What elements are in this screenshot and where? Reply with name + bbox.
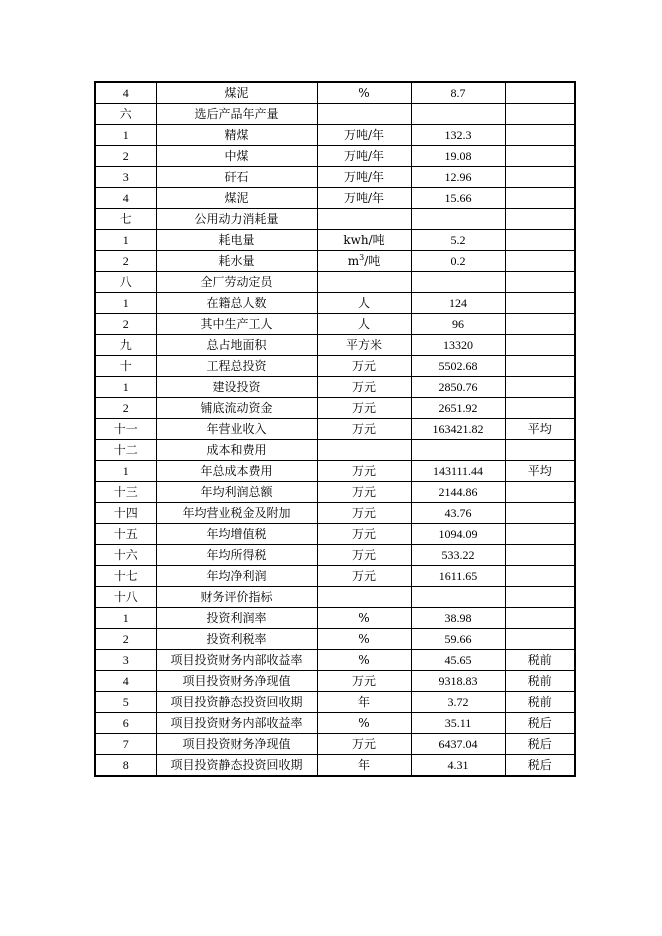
- row-number: 3: [95, 167, 156, 188]
- table-row: [95, 377, 575, 398]
- row-unit: 年: [317, 692, 411, 713]
- row-item: 其中生产工人: [156, 314, 317, 335]
- row-unit: 万元: [317, 524, 411, 545]
- row-note: [505, 377, 575, 398]
- row-item: 在籍总人数: [156, 293, 317, 314]
- row-number: 5: [95, 692, 156, 713]
- row-item: 煤泥: [156, 188, 317, 209]
- row-number: 九: [95, 335, 156, 356]
- section-row: [95, 440, 575, 461]
- table-row: [95, 734, 575, 755]
- row-item: 矸石: [156, 167, 317, 188]
- row-unit: [317, 587, 411, 608]
- row-number: 1: [95, 461, 156, 482]
- row-note: 税前: [505, 671, 575, 692]
- row-unit: 万吨/年: [317, 188, 411, 209]
- row-value: 59.66: [411, 629, 505, 650]
- row-item: 全厂劳动定员: [156, 272, 317, 293]
- row-unit: [317, 440, 411, 461]
- table-row: [95, 335, 575, 356]
- table-row: [95, 629, 575, 650]
- row-value: 13320: [411, 335, 505, 356]
- row-unit: 万元: [317, 482, 411, 503]
- row-item: 精煤: [156, 125, 317, 146]
- row-number: 1: [95, 125, 156, 146]
- row-number: 十八: [95, 587, 156, 608]
- row-unit: 年: [317, 755, 411, 777]
- row-value: 124: [411, 293, 505, 314]
- row-item: 年均利润总额: [156, 482, 317, 503]
- row-note: [505, 146, 575, 167]
- table-row: [95, 251, 575, 272]
- row-value: 6437.04: [411, 734, 505, 755]
- row-unit: [317, 209, 411, 230]
- row-value: 43.76: [411, 503, 505, 524]
- row-unit: 人: [317, 293, 411, 314]
- row-value: 96: [411, 314, 505, 335]
- row-number: 4: [95, 82, 156, 104]
- row-item: 项目投资财务内部收益率: [156, 713, 317, 734]
- row-item: 耗电量: [156, 230, 317, 251]
- row-note: [505, 272, 575, 293]
- row-item: 项目投资静态投资回收期: [156, 755, 317, 777]
- table-row: [95, 482, 575, 503]
- row-value: 45.65: [411, 650, 505, 671]
- row-item: 投资利税率: [156, 629, 317, 650]
- table-body: [95, 82, 575, 776]
- section-row: [95, 587, 575, 608]
- row-unit: 万元: [317, 545, 411, 566]
- row-value: 0.2: [411, 251, 505, 272]
- row-item: 年营业收入: [156, 419, 317, 440]
- row-unit: 万元: [317, 461, 411, 482]
- table-row: [95, 356, 575, 377]
- row-number: 3: [95, 650, 156, 671]
- row-note: [505, 82, 575, 104]
- row-unit: [317, 272, 411, 293]
- row-note: [505, 167, 575, 188]
- row-note: [505, 566, 575, 587]
- row-value: 143111.44: [411, 461, 505, 482]
- row-value: 12.96: [411, 167, 505, 188]
- row-unit: 万元: [317, 419, 411, 440]
- row-note: [505, 125, 575, 146]
- table-row: [95, 566, 575, 587]
- row-item: 成本和费用: [156, 440, 317, 461]
- row-item: 项目投资财务净现值: [156, 671, 317, 692]
- row-unit: %: [317, 650, 411, 671]
- row-number: 十二: [95, 440, 156, 461]
- row-note: [505, 209, 575, 230]
- row-note: 税后: [505, 755, 575, 777]
- row-number: 2: [95, 146, 156, 167]
- row-value: 1611.65: [411, 566, 505, 587]
- row-number: 4: [95, 188, 156, 209]
- row-number: 2: [95, 251, 156, 272]
- row-number: 7: [95, 734, 156, 755]
- row-note: [505, 587, 575, 608]
- row-value: 1094.09: [411, 524, 505, 545]
- row-item: 选后产品年产量: [156, 104, 317, 125]
- row-value: 15.66: [411, 188, 505, 209]
- table-row: [95, 608, 575, 629]
- row-note: [505, 524, 575, 545]
- row-unit: 万元: [317, 566, 411, 587]
- row-note: [505, 482, 575, 503]
- row-number: 十七: [95, 566, 156, 587]
- row-unit: kwh/吨: [317, 230, 411, 251]
- row-note: [505, 335, 575, 356]
- row-unit: 万元: [317, 671, 411, 692]
- row-value: [411, 272, 505, 293]
- table-row: [95, 314, 575, 335]
- row-number: 1: [95, 293, 156, 314]
- table-row: [95, 419, 575, 440]
- row-number: 八: [95, 272, 156, 293]
- row-number: 十六: [95, 545, 156, 566]
- row-number: 十四: [95, 503, 156, 524]
- row-value: 5.2: [411, 230, 505, 251]
- row-number: 六: [95, 104, 156, 125]
- row-item: 年均营业税金及附加: [156, 503, 317, 524]
- row-item: 投资利润率: [156, 608, 317, 629]
- row-note: 税前: [505, 692, 575, 713]
- table-row: [95, 692, 575, 713]
- row-item: 年均所得税: [156, 545, 317, 566]
- table-row: [95, 82, 575, 104]
- row-value: 8.7: [411, 82, 505, 104]
- row-note: 税前: [505, 650, 575, 671]
- table-row: [95, 671, 575, 692]
- row-item: 中煤: [156, 146, 317, 167]
- row-unit: 万元: [317, 377, 411, 398]
- row-item: 项目投资静态投资回收期: [156, 692, 317, 713]
- row-unit: %: [317, 608, 411, 629]
- row-item: 铺底流动资金: [156, 398, 317, 419]
- row-value: 4.31: [411, 755, 505, 777]
- row-value: 3.72: [411, 692, 505, 713]
- row-note: [505, 545, 575, 566]
- table-row: [95, 230, 575, 251]
- row-note: 税后: [505, 734, 575, 755]
- table-row: [95, 167, 575, 188]
- row-unit: 万元: [317, 734, 411, 755]
- row-number: 2: [95, 398, 156, 419]
- row-item: 年均净利润: [156, 566, 317, 587]
- row-number: 8: [95, 755, 156, 777]
- row-value: 35.11: [411, 713, 505, 734]
- section-row: [95, 104, 575, 125]
- row-unit: 万元: [317, 356, 411, 377]
- row-note: 平均: [505, 419, 575, 440]
- row-note: [505, 398, 575, 419]
- row-unit: 万元: [317, 398, 411, 419]
- row-item: 工程总投资: [156, 356, 317, 377]
- table-row: [95, 146, 575, 167]
- row-number: 1: [95, 377, 156, 398]
- row-value: 2651.92: [411, 398, 505, 419]
- row-unit: %: [317, 713, 411, 734]
- row-value: 19.08: [411, 146, 505, 167]
- row-unit: 万吨/年: [317, 167, 411, 188]
- row-item: 总占地面积: [156, 335, 317, 356]
- row-number: 十五: [95, 524, 156, 545]
- row-item: 财务评价指标: [156, 587, 317, 608]
- table-row: [95, 755, 575, 777]
- row-item: 建设投资: [156, 377, 317, 398]
- row-note: [505, 251, 575, 272]
- row-value: 38.98: [411, 608, 505, 629]
- row-note: [505, 608, 575, 629]
- row-note: 平均: [505, 461, 575, 482]
- row-unit: %: [317, 629, 411, 650]
- row-item: 项目投资财务净现值: [156, 734, 317, 755]
- table-row: [95, 524, 575, 545]
- row-item: 煤泥: [156, 82, 317, 104]
- row-value: [411, 440, 505, 461]
- table-row: [95, 461, 575, 482]
- table-row: [95, 188, 575, 209]
- row-number: 七: [95, 209, 156, 230]
- indicator-table: [94, 81, 576, 777]
- row-item: 公用动力消耗量: [156, 209, 317, 230]
- row-item: 年总成本费用: [156, 461, 317, 482]
- row-item: 年均增值税: [156, 524, 317, 545]
- row-note: [505, 314, 575, 335]
- row-value: 2144.86: [411, 482, 505, 503]
- row-value: [411, 587, 505, 608]
- row-number: 6: [95, 713, 156, 734]
- row-number: 十一: [95, 419, 156, 440]
- table-row: [95, 125, 575, 146]
- row-value: [411, 104, 505, 125]
- table-row: [95, 293, 575, 314]
- table-row: [95, 713, 575, 734]
- row-unit: 万元: [317, 503, 411, 524]
- row-unit: 平方米: [317, 335, 411, 356]
- table-row: [95, 398, 575, 419]
- row-note: [505, 629, 575, 650]
- row-value: 5502.68: [411, 356, 505, 377]
- row-value: [411, 209, 505, 230]
- row-number: 2: [95, 314, 156, 335]
- row-value: 163421.82: [411, 419, 505, 440]
- row-unit: 人: [317, 314, 411, 335]
- row-number: 十三: [95, 482, 156, 503]
- row-note: [505, 293, 575, 314]
- row-unit: $m^3/$吨: [317, 251, 411, 272]
- row-note: [505, 188, 575, 209]
- row-number: 1: [95, 230, 156, 251]
- section-row: [95, 209, 575, 230]
- section-row: [95, 272, 575, 293]
- row-unit: %: [317, 82, 411, 104]
- row-item: 耗水量: [156, 251, 317, 272]
- table-row: [95, 650, 575, 671]
- row-number: 2: [95, 629, 156, 650]
- row-value: 132.3: [411, 125, 505, 146]
- row-number: 十: [95, 356, 156, 377]
- table-row: [95, 545, 575, 566]
- row-note: [505, 230, 575, 251]
- row-note: [505, 356, 575, 377]
- row-unit: 万吨/年: [317, 125, 411, 146]
- row-value: 2850.76: [411, 377, 505, 398]
- row-number: 1: [95, 608, 156, 629]
- row-note: [505, 503, 575, 524]
- row-unit: 万吨/年: [317, 146, 411, 167]
- row-note: [505, 104, 575, 125]
- row-note: [505, 440, 575, 461]
- row-item: 项目投资财务内部收益率: [156, 650, 317, 671]
- row-note: 税后: [505, 713, 575, 734]
- row-value: 533.22: [411, 545, 505, 566]
- table-row: [95, 503, 575, 524]
- row-value: 9318.83: [411, 671, 505, 692]
- row-number: 4: [95, 671, 156, 692]
- row-unit: [317, 104, 411, 125]
